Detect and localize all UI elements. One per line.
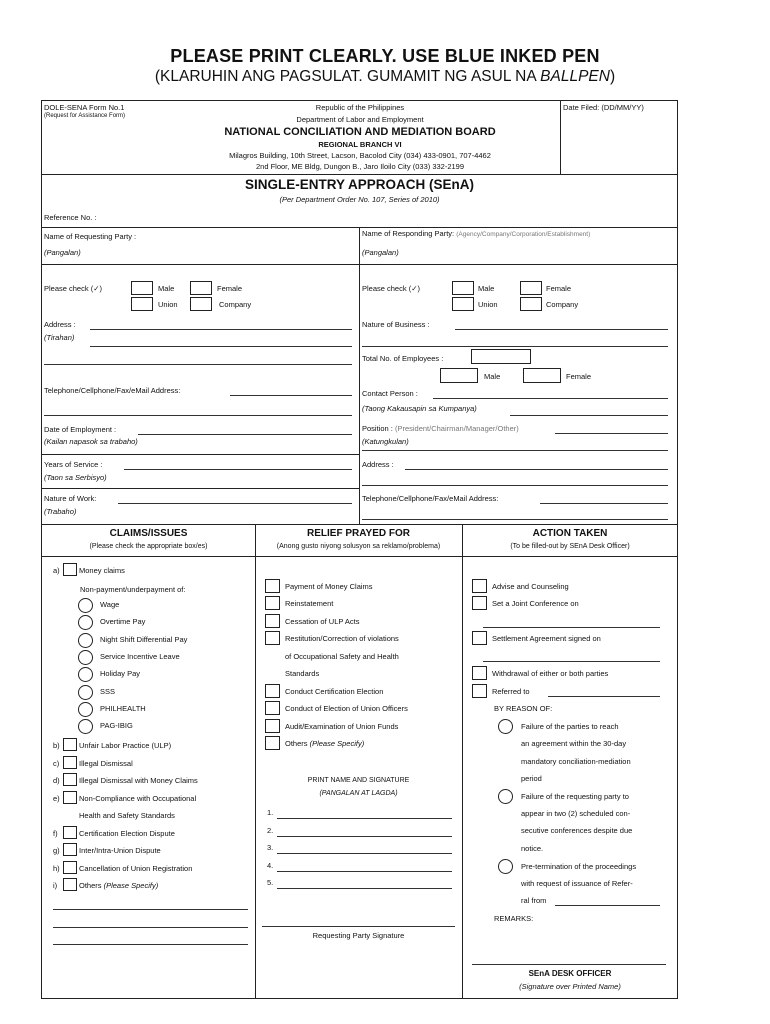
date-divider <box>560 101 561 174</box>
withdrawal-checkbox[interactable] <box>472 666 487 680</box>
employees-male-label: Male <box>484 372 501 381</box>
cert-election-label: Certification Election Dispute <box>79 829 175 838</box>
others-checkbox[interactable] <box>63 878 77 891</box>
relief-checkbox[interactable] <box>265 684 280 698</box>
claim-letter: g) <box>53 846 60 855</box>
print-name-label: PRINT NAME AND SIGNATURE <box>307 777 410 784</box>
years-service-line[interactable] <box>124 469 352 470</box>
noncompliance-label: Non-Compliance with Occupational <box>79 794 197 803</box>
joint-conference-checkbox[interactable] <box>472 596 487 610</box>
branch-address-2: 2nd Floor, ME Bldg, Dungon B., Jaro Iloilo City (033) 332-2199 <box>255 162 465 171</box>
position-label: Position : (President/Chairman/Manager/Other) <box>362 424 519 433</box>
company-label: Company <box>546 300 579 309</box>
reason-text: period <box>521 774 542 783</box>
regional-branch: REGIONAL BRANCH VI <box>318 140 402 149</box>
tirahan-label: (Tirahan) <box>44 333 75 342</box>
reason-text: notice. <box>521 844 544 853</box>
claim-item-label: SSS <box>100 687 116 696</box>
please-check-label: Please check (✓) <box>362 284 420 293</box>
nonpayment-label: Non-payment/underpayment of: <box>80 585 186 594</box>
male-label: Male <box>158 284 175 293</box>
pangalan-label: (Pangalan) <box>44 248 81 257</box>
position-line[interactable] <box>362 450 668 451</box>
relief-label: Payment of Money Claims <box>285 582 373 591</box>
action-subtitle: (To be filled-out by SEnA Desk Officer) <box>510 543 630 550</box>
relief-label-cont: Standards <box>285 669 320 678</box>
relief-checkbox[interactable] <box>265 701 280 715</box>
referred-label: Referred to <box>492 687 530 696</box>
kailan-label: (Kailan napasok sa trabaho) <box>44 437 138 446</box>
claim-item-label: Holiday Pay <box>100 669 141 678</box>
relief-label: Restitution/Correction of violations <box>285 634 399 643</box>
agency-name: NATIONAL CONCILIATION AND MEDIATION BOARD <box>224 126 496 138</box>
address-label: Address : <box>362 460 394 469</box>
divider <box>42 264 359 265</box>
responding-party-label: Name of Responding Party: (Agency/Company/Corporation/Establishment) <box>362 229 591 238</box>
officer-signature-line[interactable] <box>472 964 666 965</box>
divider <box>42 524 678 525</box>
nature-business-label: Nature of Business : <box>362 320 430 329</box>
address-line[interactable] <box>90 329 352 330</box>
nature-business-line[interactable] <box>455 329 668 330</box>
others-line[interactable] <box>53 927 248 928</box>
money-claims-checkbox[interactable] <box>63 563 77 576</box>
reason-text: an agreement within the 30-day <box>521 739 627 748</box>
claim-letter: e) <box>53 794 60 803</box>
male-checkbox[interactable] <box>131 281 153 295</box>
signature-line[interactable] <box>277 836 452 837</box>
remarks-label: REMARKS: <box>494 914 534 923</box>
address-line[interactable] <box>362 485 668 486</box>
advise-checkbox[interactable] <box>472 579 487 593</box>
referred-checkbox[interactable] <box>472 684 487 698</box>
claim-letter: a) <box>53 566 60 575</box>
relief-label-cont: of Occupational Safety and Health <box>285 652 399 661</box>
total-employees-box[interactable] <box>471 349 531 364</box>
joint-conference-line[interactable] <box>483 627 660 628</box>
claims-title: CLAIMS/ISSUES <box>109 528 188 539</box>
money-claims-label: Money claims <box>79 566 125 575</box>
reason-text: secutive conferences despite due <box>521 826 633 835</box>
claim-letter: i) <box>53 881 58 890</box>
relief-checkbox[interactable] <box>265 631 280 645</box>
requesting-signature-line[interactable] <box>262 926 455 927</box>
male-checkbox[interactable] <box>452 281 474 295</box>
telephone-line[interactable] <box>362 519 668 520</box>
reference-label: Reference No. : <box>44 213 97 222</box>
referral-line[interactable] <box>555 905 660 906</box>
total-employees-label: Total No. of Employees : <box>362 354 444 363</box>
column-divider <box>255 524 256 999</box>
relief-checkbox[interactable] <box>265 579 280 593</box>
illegal-money-checkbox[interactable] <box>63 773 77 786</box>
ulp-checkbox[interactable] <box>63 738 77 751</box>
referred-line[interactable] <box>548 696 660 697</box>
branch-address-1: Milagros Building, 10th Street, Lacson, Bacolod City (034) 433-0901, 707-4462 <box>229 151 491 160</box>
reason-text: ral from <box>521 896 547 905</box>
column-divider <box>462 524 463 999</box>
divider <box>42 174 678 175</box>
sena-title: SINGLE-ENTRY APPROACH (SEnA) <box>244 177 474 192</box>
signature-number: 3. <box>267 843 274 852</box>
reason-text: Pre-termination of the proceedings <box>521 862 637 871</box>
position-line[interactable] <box>555 433 668 434</box>
ulp-label: Unfair Labor Practice (ULP) <box>79 741 172 750</box>
male-label: Male <box>478 284 495 293</box>
contact-person-line[interactable] <box>433 398 668 399</box>
illegal-dismissal-checkbox[interactable] <box>63 756 77 769</box>
requesting-signature-label: Requesting Party Signature <box>312 931 405 940</box>
reason-radio[interactable] <box>498 859 513 874</box>
female-label: Female <box>546 284 572 293</box>
sil-radio[interactable] <box>78 650 93 665</box>
cert-election-checkbox[interactable] <box>63 826 77 839</box>
address-line[interactable] <box>90 346 352 347</box>
reason-text: mandatory conciliation-mediation <box>521 757 631 766</box>
date-employment-label: Date of Employment : <box>44 425 117 434</box>
employees-female-box[interactable] <box>523 368 561 383</box>
relief-title: RELIEF PRAYED FOR <box>307 528 410 539</box>
claim-letter: d) <box>53 776 60 785</box>
signature-line[interactable] <box>277 888 452 889</box>
settlement-checkbox[interactable] <box>472 631 487 645</box>
claim-item-label: Wage <box>100 600 120 609</box>
company-label: Company <box>219 300 252 309</box>
katungkulan-label: (Katungkulan) <box>362 437 409 446</box>
reason-radio[interactable] <box>498 719 513 734</box>
illegal-money-label: Illegal Dismissal with Money Claims <box>79 776 198 785</box>
form-number: DOLE-SENA Form No.1 <box>44 103 125 112</box>
claim-letter: h) <box>53 864 60 873</box>
signature-line[interactable] <box>277 818 452 819</box>
officer-label: SEnA DESK OFFICER <box>528 969 612 978</box>
union-label: Union <box>158 300 178 309</box>
advise-label: Advise and Counseling <box>492 582 569 591</box>
others-line[interactable] <box>53 909 248 910</box>
reason-text: Failure of the requesting party to <box>521 792 629 801</box>
female-checkbox[interactable] <box>190 281 212 295</box>
signature-number: 2. <box>267 826 274 835</box>
trabaho-label: (Trabaho) <box>44 507 77 516</box>
divider <box>42 556 678 557</box>
claim-item-label: Night Shift Differential Pay <box>100 635 188 644</box>
settlement-label: Settlement Agreement signed on <box>492 634 601 643</box>
page-title: PLEASE PRINT CLEARLY. USE BLUE INKED PEN <box>170 46 600 66</box>
pangalan-lagda-label: (PANGALAN AT LAGDA) <box>319 790 398 797</box>
health-label: Health and Safety Standards <box>79 811 175 820</box>
relief-checkbox[interactable] <box>265 596 280 610</box>
claims-subtitle: (Please check the appropriate box/es) <box>89 543 208 550</box>
claim-letter: c) <box>53 759 60 768</box>
taong-label: (Taong Kakausapin sa Kumpanya) <box>362 404 477 413</box>
signature-number: 4. <box>267 861 274 870</box>
relief-checkbox[interactable] <box>265 736 280 750</box>
reason-radio[interactable] <box>498 789 513 804</box>
column-divider <box>359 227 360 524</box>
by-reason-label: BY REASON OF: <box>494 704 553 713</box>
claim-letter: b) <box>53 741 60 750</box>
nature-business-line[interactable] <box>362 346 668 347</box>
claim-item-label: PHILHEALTH <box>100 704 146 713</box>
joint-conference-label: Set a Joint Conference on <box>492 599 579 608</box>
relief-checkbox[interactable] <box>265 614 280 628</box>
republic-text: Republic of the Philippines <box>315 103 405 112</box>
employees-male-box[interactable] <box>440 368 478 383</box>
relief-label: Conduct Certification Election <box>285 687 384 696</box>
date-filed-label: Date Filed: (DD/MM/YY) <box>563 103 644 112</box>
taon-label: (Taon sa Serbisyo) <box>44 473 107 482</box>
address-label: Address : <box>44 320 76 329</box>
pagibig-radio[interactable] <box>78 719 93 734</box>
settlement-line[interactable] <box>483 661 660 662</box>
company-checkbox[interactable] <box>190 297 212 311</box>
claim-item-label: Overtime Pay <box>100 617 146 626</box>
overtime-radio[interactable] <box>78 615 93 630</box>
cancel-union-checkbox[interactable] <box>63 861 77 874</box>
telephone-line[interactable] <box>44 415 352 416</box>
signature-number: 1. <box>267 808 274 817</box>
reason-text: appear in two (2) scheduled con- <box>521 809 631 818</box>
company-checkbox[interactable] <box>520 297 542 311</box>
divider <box>359 264 678 265</box>
relief-label: Audit/Examination of Union Funds <box>285 722 399 731</box>
union-label: Union <box>478 300 498 309</box>
claim-letter: f) <box>53 829 58 838</box>
telephone-line[interactable] <box>230 395 352 396</box>
inter-union-checkbox[interactable] <box>63 843 77 856</box>
telephone-label: Telephone/Cellphone/Fax/eMail Address: <box>44 386 181 395</box>
wage-radio[interactable] <box>78 598 93 613</box>
signature-line[interactable] <box>277 871 452 872</box>
signature-line[interactable] <box>277 853 452 854</box>
reason-text: Failure of the parties to reach <box>521 722 619 731</box>
others-label: Others (Please Specify) <box>79 881 159 890</box>
pangalan-label: (Pangalan) <box>362 248 399 257</box>
divider <box>42 227 678 228</box>
telephone-label: Telephone/Cellphone/Fax/eMail Address: <box>362 494 499 503</box>
relief-label: Cessation of ULP Acts <box>285 617 360 626</box>
inter-union-label: Inter/Intra-Union Dispute <box>79 846 161 855</box>
address-line[interactable] <box>44 364 352 365</box>
telephone-line[interactable] <box>540 503 668 504</box>
contact-person-line[interactable] <box>510 415 668 416</box>
divider <box>42 488 359 489</box>
female-label: Female <box>217 284 243 293</box>
sss-radio[interactable] <box>78 685 93 700</box>
claim-item-label: PAG-IBIG <box>100 721 133 730</box>
nature-work-label: Nature of Work: <box>44 494 97 503</box>
department-text: Department of Labor and Employment <box>296 115 424 124</box>
claim-item-label: Service Incentive Leave <box>100 652 180 661</box>
holiday-radio[interactable] <box>78 667 93 682</box>
action-title: ACTION TAKEN <box>532 528 608 539</box>
requesting-party-label: Name of Requesting Party : <box>44 232 137 241</box>
contact-person-label: Contact Person : <box>362 389 418 398</box>
officer-sub-label: (Signature over Printed Name) <box>519 982 621 991</box>
address-line[interactable] <box>405 469 668 470</box>
signature-number: 5. <box>267 878 274 887</box>
page-subtitle: (KLARUHIN ANG PAGSULAT. GUMAMIT NG ASUL NA BALLPEN) <box>154 68 616 85</box>
relief-label: Reinstatement <box>285 599 334 608</box>
relief-checkbox[interactable] <box>265 719 280 733</box>
employees-female-label: Female <box>566 372 592 381</box>
female-checkbox[interactable] <box>520 281 542 295</box>
nature-work-line[interactable] <box>118 503 352 504</box>
years-service-label: Years of Service : <box>44 460 103 469</box>
illegal-dismissal-label: Illegal Dismissal <box>79 759 133 768</box>
please-check-label: Please check (✓) <box>44 284 102 293</box>
sena-order: (Per Department Order No. 107, Series of 2010) <box>279 195 440 204</box>
union-checkbox[interactable] <box>452 297 474 311</box>
reason-text: with request of issuance of Refer- <box>521 879 633 888</box>
withdrawal-label: Withdrawal of either or both parties <box>492 669 609 678</box>
relief-subtitle: (Anong gusto niyong solusyon sa reklamo/problema) <box>276 543 441 550</box>
night-shift-radio[interactable] <box>78 633 93 648</box>
relief-label: Conduct of Election of Union Officers <box>285 704 408 713</box>
cancel-union-label: Cancellation of Union Registration <box>79 864 193 873</box>
others-line[interactable] <box>53 944 248 945</box>
divider <box>42 454 359 455</box>
relief-label: Others (Please Specify) <box>285 739 365 748</box>
philhealth-radio[interactable] <box>78 702 93 717</box>
form-description: (Request for Assistance Form) <box>44 113 126 119</box>
union-checkbox[interactable] <box>131 297 153 311</box>
date-employment-line[interactable] <box>138 434 352 435</box>
noncompliance-checkbox[interactable] <box>63 791 77 804</box>
